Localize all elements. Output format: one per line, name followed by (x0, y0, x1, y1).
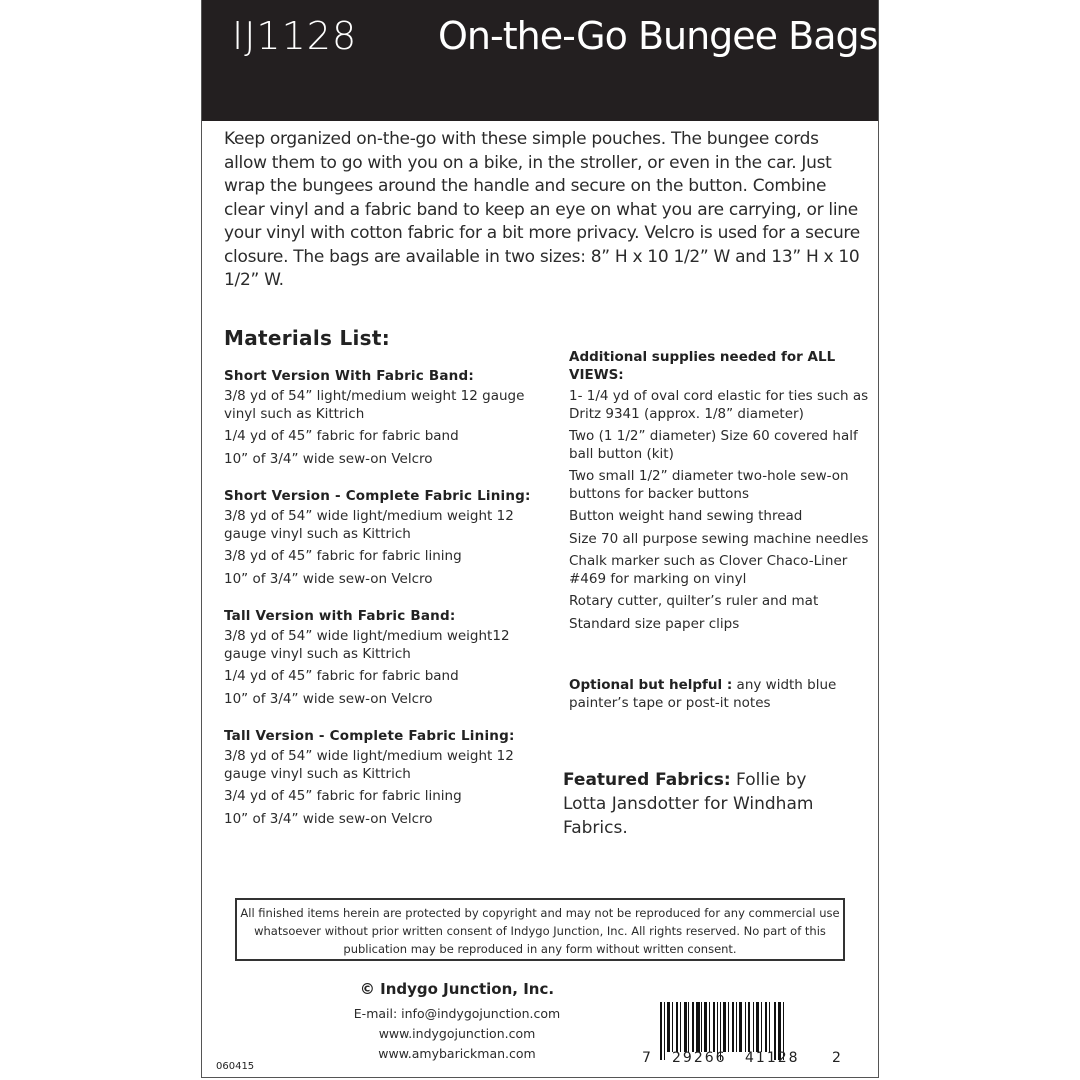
optional-supplies (569, 676, 869, 712)
print-code: 060415 (216, 1061, 255, 1072)
list-item: 3/8 yd of 54” wide light/medium weight12 gauge vinyl such as Kittrich (224, 628, 510, 662)
materials-title: Materials List: (224, 326, 391, 350)
list-item: 3/8 yd of 54” wide light/medium weight 12 gauge vinyl such as Kittrich (224, 508, 514, 542)
materials-group (224, 728, 544, 828)
barcode-left-digits: 29266 (672, 1050, 727, 1066)
optional-text: any width blue painter’s tape or post-it notes (569, 677, 837, 711)
additional-heading: Additional supplies needed for ALL VIEWS: (569, 349, 836, 383)
featured-label: Featured Fabrics: (563, 770, 731, 790)
group-heading: Tall Version - Complete Fabric Lining: (224, 728, 515, 744)
list-item: Two small 1/2” diameter two-hole sew-on buttons for backer buttons (569, 468, 849, 502)
list-item: 10” of 3/4” wide sew-on Velcro (224, 810, 433, 827)
list-item: Button weight hand sewing thread (569, 508, 803, 524)
featured-text: Follie by Lotta Jansdotter for Windham Fabrics. (563, 770, 814, 838)
list-item: Standard size paper clips (569, 615, 740, 632)
list-item: Size 70 all purpose sewing machine needles (569, 530, 869, 547)
group-heading: Short Version With Fabric Band: (224, 368, 474, 384)
barcode-first-digit: 7 (642, 1050, 653, 1066)
list-item: 3/8 yd of 45” fabric for fabric lining (224, 548, 462, 564)
optional-label: Optional but helpful : (569, 677, 733, 693)
list-item: 10” of 3/4” wide sew-on Velcro (224, 450, 433, 467)
materials-left-column (224, 368, 544, 848)
list-item: Two (1 1/2” diameter) Size 60 covered half ball button (kit) (569, 428, 858, 462)
list-item: 3/4 yd of 45” fabric for fabric lining (224, 788, 462, 804)
barcode-bars (660, 1002, 825, 1052)
header-banner (202, 0, 878, 121)
pattern-title: On-the-Go Bungee Bags (438, 14, 878, 58)
list-item: 3/8 yd of 54” light/medium weight 12 gauge vinyl such as Kittrich (224, 388, 525, 422)
additional-supplies-column (569, 348, 879, 638)
website-link[interactable]: www.amybarickman.com (378, 1046, 536, 1061)
barcode-last-digit: 2 (832, 1050, 843, 1066)
pattern-back-cover (201, 0, 879, 1078)
intro-paragraph: Keep organized on-the-go with these simple pouches. The bungee cords allow them to go with you on a bike, in the stroller, or even in the car. Just wrap the bungees around the handle and secure on the button. Combine clear vinyl and a fabric band to keep an eye on what you are carrying, or line your vinyl with cotton fabric for a bit more privacy. Velcro is used for a secure closure. The bags are available in two sizes: 8” H x 10 1/2” W and 13” H x 10 1/2” W. (224, 129, 860, 290)
footer-contact (202, 980, 672, 1064)
email-link[interactable]: E-mail: info@indygojunction.com (353, 1006, 561, 1021)
upc-barcode (642, 998, 842, 1070)
list-item: Chalk marker such as Clover Chaco-Liner #469 for marking on vinyl (569, 553, 848, 587)
group-heading: Tall Version with Fabric Band: (224, 608, 456, 624)
materials-group (224, 368, 544, 468)
list-item: 3/8 yd of 54” wide light/medium weight 12 gauge vinyl such as Kittrich (224, 748, 514, 782)
list-item: 1/4 yd of 45” fabric for fabric band (224, 668, 459, 684)
group-heading: Short Version - Complete Fabric Lining: (224, 488, 531, 504)
featured-fabrics (563, 768, 823, 840)
list-item: 10” of 3/4” wide sew-on Velcro (224, 690, 433, 707)
copyright-notice: All finished items herein are protected by copyright and may not be reproduced for any commercial use whatsoever without prior written consent of Indygo Junction, Inc. All rights reserved. No part of this publication may be reproduced in any form without written consent. (235, 898, 845, 961)
list-item: 1/4 yd of 45” fabric for fabric band (224, 428, 459, 444)
company-name: © Indygo Junction, Inc. (359, 980, 555, 998)
barcode-right-digits: 41128 (745, 1050, 800, 1066)
materials-group (224, 488, 544, 588)
website-link[interactable]: www.indygojunction.com (378, 1026, 536, 1041)
pattern-code: IJ1128 (232, 14, 358, 58)
list-item: 1- 1/4 yd of oval cord elastic for ties such as Dritz 9341 (approx. 1/8” diameter) (569, 388, 869, 422)
list-item: 10” of 3/4” wide sew-on Velcro (224, 570, 433, 587)
list-item: Rotary cutter, quilter’s ruler and mat (569, 593, 819, 609)
materials-group (224, 608, 544, 708)
